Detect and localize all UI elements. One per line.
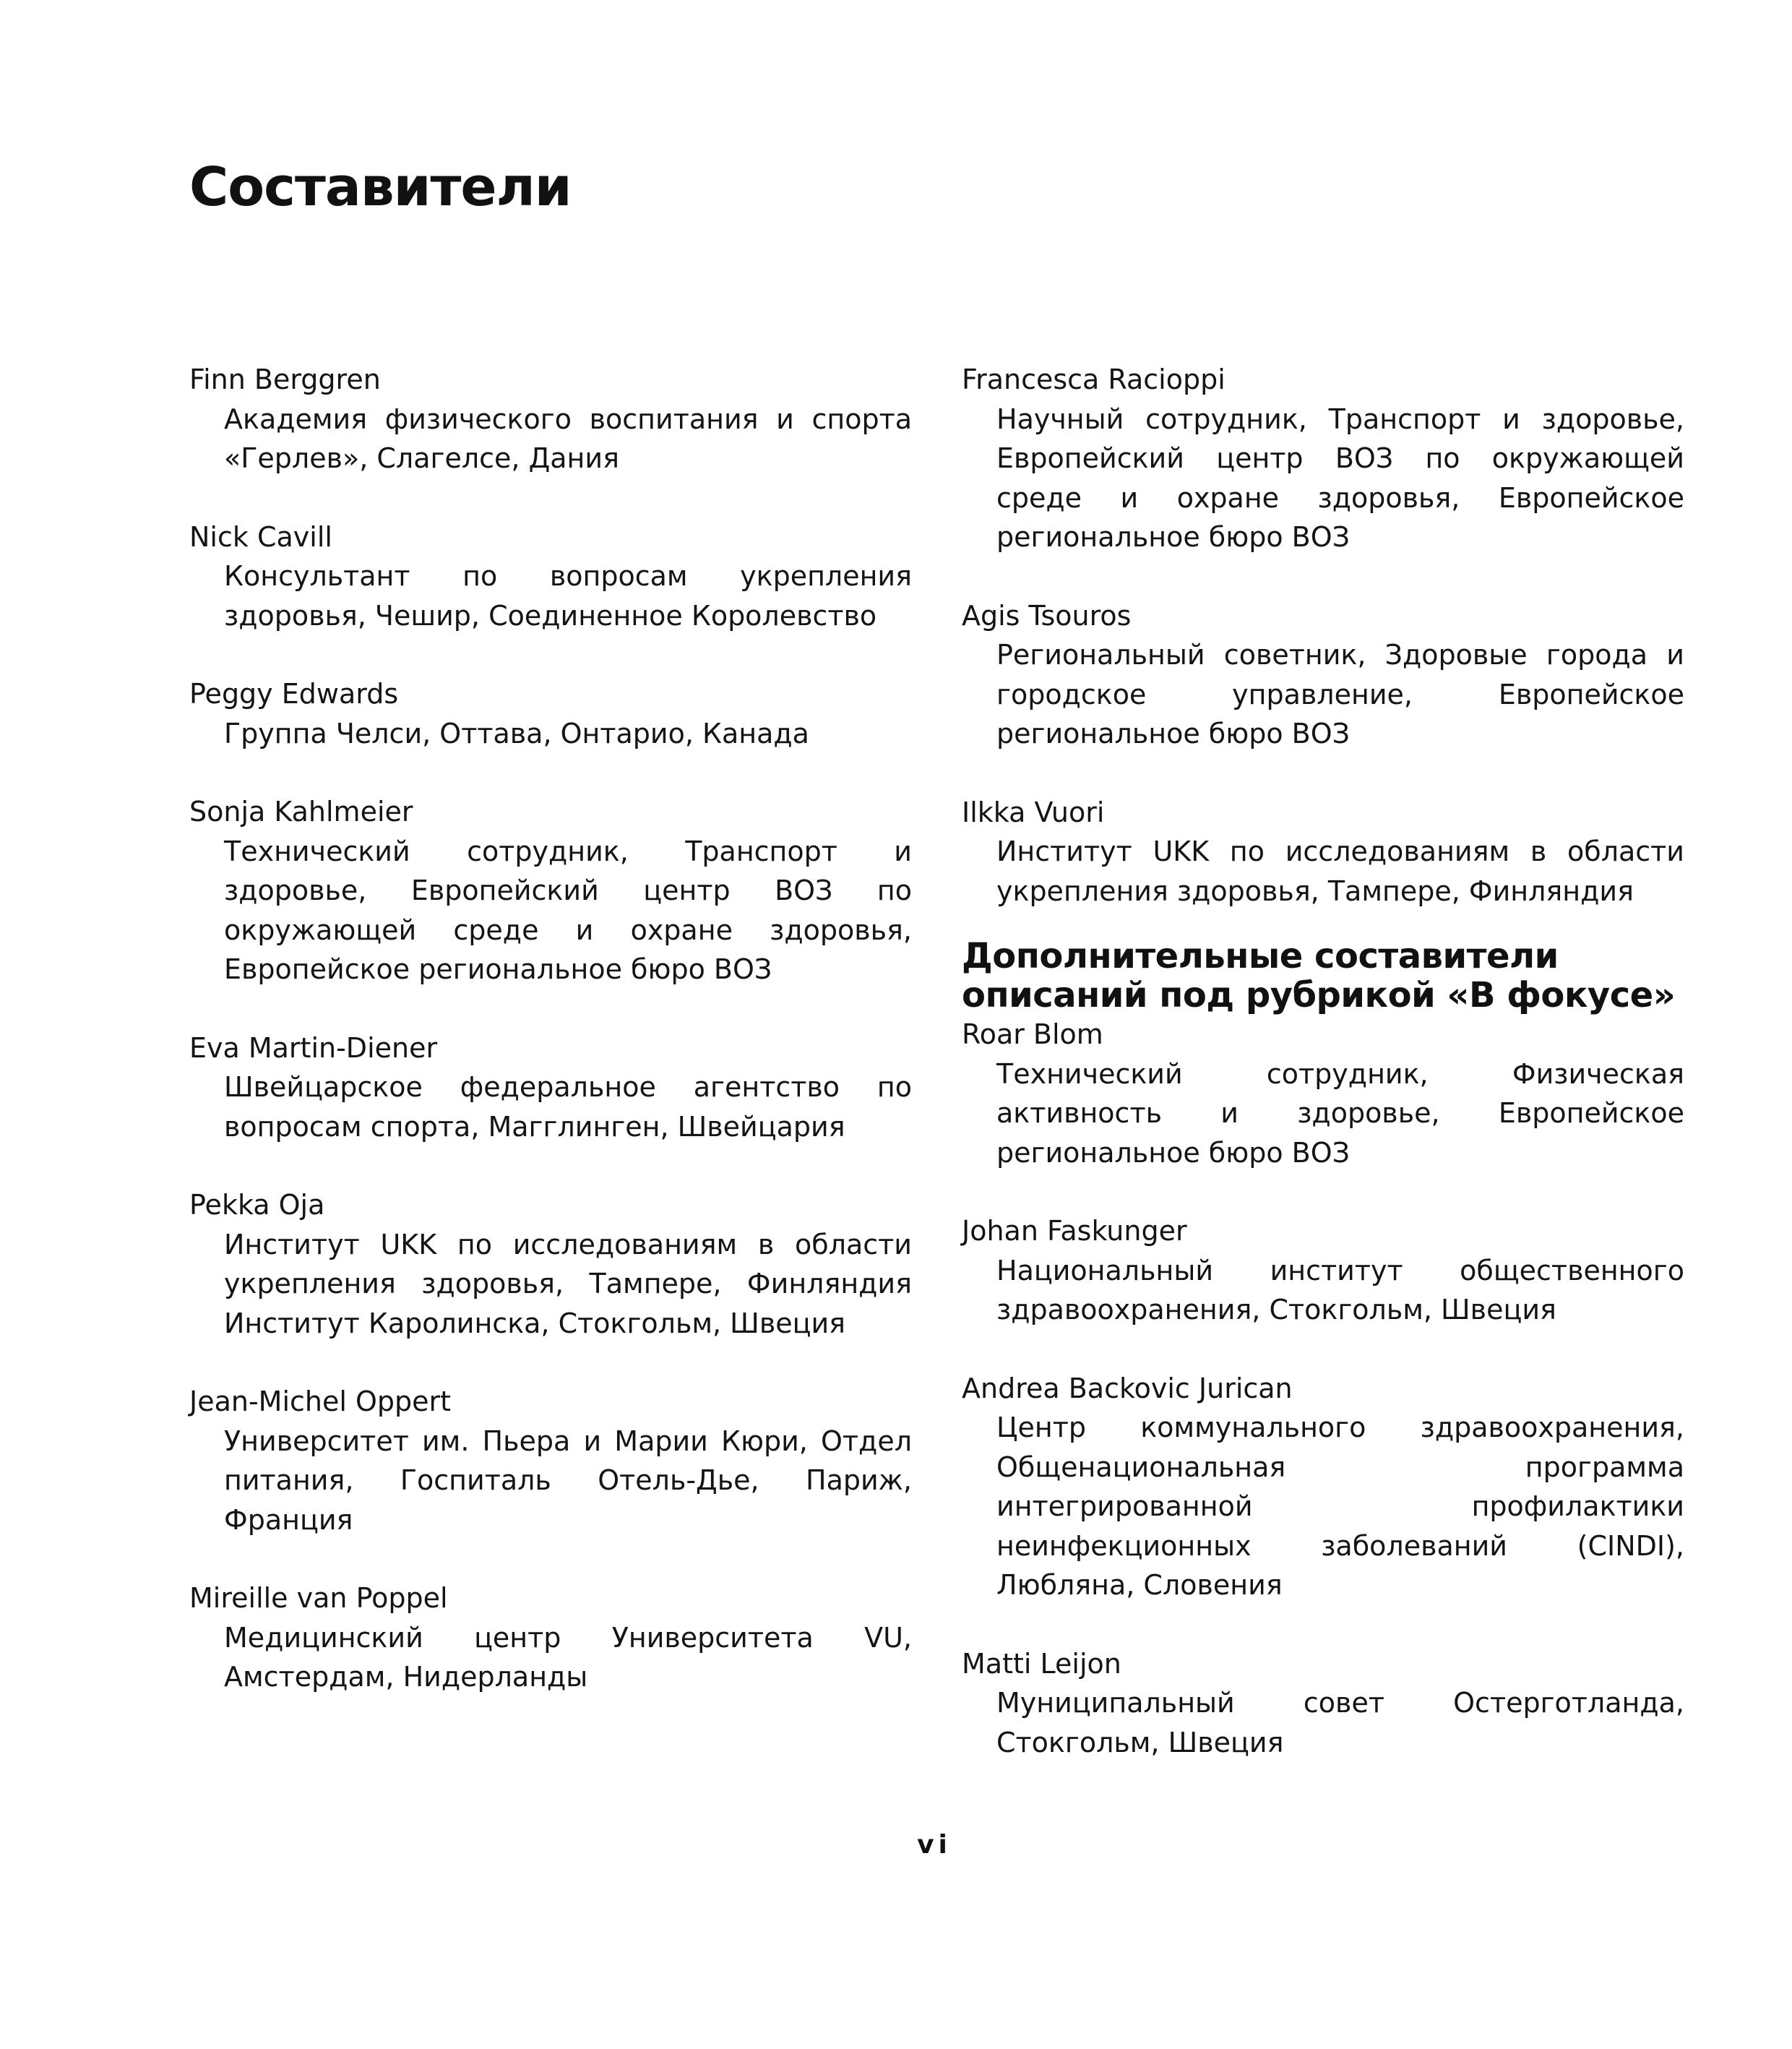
contributor-name: Sonja Kahlmeier xyxy=(189,796,413,828)
contributor-name: Pekka Oja xyxy=(189,1189,325,1221)
contributor-entry xyxy=(189,1028,912,1147)
contributor-entry xyxy=(962,1211,1684,1330)
contributor-entry xyxy=(962,793,1684,911)
contributor-entry xyxy=(962,360,1684,557)
contributor-name: Jean-Michel Oppert xyxy=(189,1386,452,1417)
contributor-affiliation: Институт UKK по исследованиям в области укрепления здоровья, Тампере, Финляндия xyxy=(996,836,1684,907)
section-heading-line: Дополнительные составители xyxy=(962,936,1559,976)
contributor-affiliation: Университет им. Пьера и Марии Кюри, Отдел питания, Госпиталь Отель-Дье, Париж, Франция xyxy=(224,1425,912,1536)
contributor-name: Roar Blom xyxy=(962,1018,1103,1050)
contributor-entry xyxy=(962,1369,1684,1605)
contributor-name: Matti Leijon xyxy=(962,1647,1121,1680)
page-number: vi xyxy=(917,1830,952,1860)
section-heading xyxy=(962,937,1684,1015)
contributor-affiliation: Медицинский центр Университета VU, Амстердам, Нидерланды xyxy=(224,1621,912,1693)
contributor-entry xyxy=(189,1382,912,1539)
contributor-entry xyxy=(189,674,912,753)
contributor-name: Agis Tsouros xyxy=(962,599,1132,632)
contributor-affiliation: Центр коммунального здравоохранения, Общенациональная программа интегрированной профилактики неинфекционных заболеваний (CINDI), Любляна, Словения xyxy=(996,1412,1684,1601)
page-title: Составители xyxy=(189,156,572,218)
contributor-entry xyxy=(189,517,912,636)
contributor-affiliation: Технический сотрудник, Физическая активность и здоровье, Европейское региональное бюро ВОЗ xyxy=(996,1057,1684,1169)
left-column xyxy=(189,360,912,1736)
contributor-name: Peggy Edwards xyxy=(189,678,399,710)
contributor-entry xyxy=(189,1578,912,1697)
contributor-name: Nick Cavill xyxy=(189,520,332,553)
contributor-name: Eva Martin-Diener xyxy=(189,1031,438,1064)
contributor-entry xyxy=(962,1644,1684,1763)
contributor-entry xyxy=(189,360,912,478)
contributor-affiliation: Институт UKK по исследованиям в области укрепления здоровья, Тампере, Финляндия Институт Каролинска, Стокгольм, Швеция xyxy=(224,1228,912,1339)
additional-contributors-section xyxy=(962,937,1684,1762)
contributor-affiliation: Региональный советник, Здоровые города и городское управление, Европейское региональное бюро ВОЗ xyxy=(996,639,1684,749)
contributor-affiliation: Консультант по вопросам укрепления здоровья, Чешир, Соединенное Королевство xyxy=(224,560,912,632)
contributor-affiliation: Муниципальный совет Остерготланда, Стокгольм, Швеция xyxy=(996,1687,1684,1758)
contributor-entry xyxy=(189,1185,912,1343)
right-column xyxy=(962,360,1684,1801)
contributor-name: Johan Faskunger xyxy=(962,1215,1187,1247)
contributor-name: Francesca Racioppi xyxy=(962,364,1225,395)
section-heading-line: описаний под рубрикой «В фокусе» xyxy=(962,975,1676,1015)
contributor-name: Mireille van Poppel xyxy=(189,1582,448,1614)
contributor-name: Ilkka Vuori xyxy=(962,796,1105,828)
contributor-name: Finn Berggren xyxy=(189,364,381,395)
contributor-entry xyxy=(962,1015,1684,1172)
contributor-name: Andrea Backovic Jurican xyxy=(962,1372,1293,1404)
contributor-affiliation: Группа Челси, Оттава, Онтарио, Канада xyxy=(224,717,809,749)
contributor-affiliation: Национальный институт общественного здравоохранения, Стокгольм, Швеция xyxy=(996,1254,1684,1326)
contributor-entry xyxy=(962,596,1684,754)
contributor-entry xyxy=(189,792,912,989)
contributor-affiliation: Научный сотрудник, Транспорт и здоровье, Европейский центр ВОЗ по окружающей среде и охране здоровья, Европейское региональное бюро ВОЗ xyxy=(996,403,1684,553)
contributor-affiliation: Швейцарское федеральное агентство по вопросам спорта, Магглинген, Швейцария xyxy=(224,1071,912,1143)
contributor-affiliation: Академия физического воспитания и спорта «Герлев», Слагелсе, Дания xyxy=(224,403,912,474)
contributor-affiliation: Технический сотрудник, Транспорт и здоровье, Европейский центр ВОЗ по окружающей среде и охране здоровья, Европейское региональное бюро ВОЗ xyxy=(224,835,912,985)
